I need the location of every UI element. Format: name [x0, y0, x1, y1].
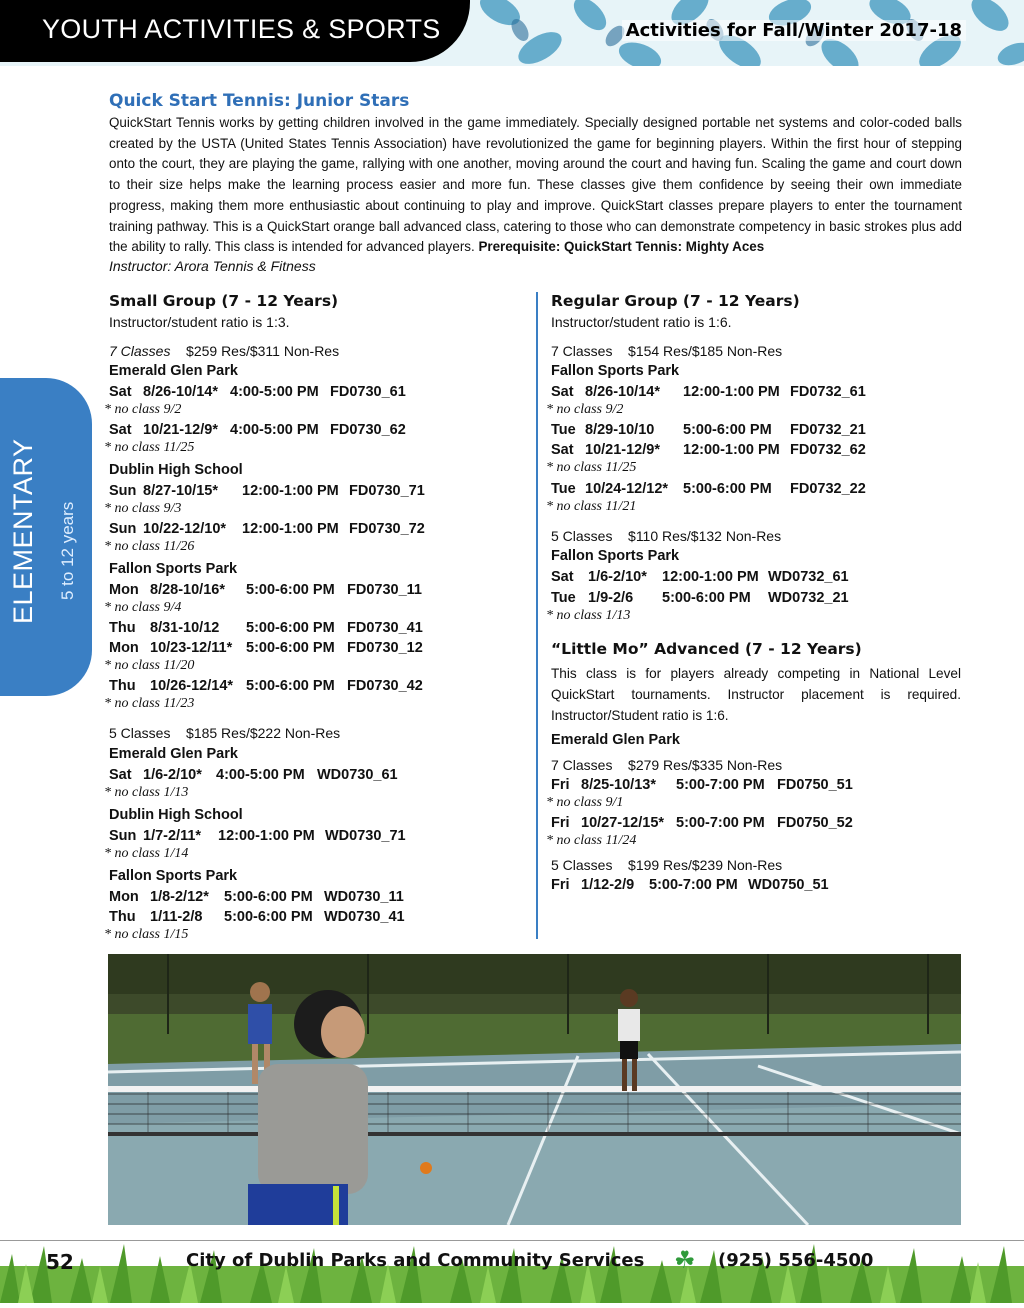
location-heading: Fallon Sports Park: [551, 548, 680, 564]
location-heading: Fallon Sports Park: [109, 868, 238, 884]
location-heading: Emerald Glen Park: [551, 732, 680, 748]
no-class-note: * no class 11/25: [104, 440, 195, 455]
no-class-note: * no class 11/26: [104, 539, 195, 554]
no-class-note: * no class 9/3: [104, 501, 182, 516]
little-mo-fee-1: 7 Classes $279 Res/$335 Non-Res: [551, 757, 783, 773]
program-title: Quick Start Tennis: Junior Stars: [109, 91, 410, 111]
shamrock-icon: ☘: [674, 1247, 696, 1274]
no-class-note: * no class 9/4: [104, 600, 182, 615]
column-divider: [536, 292, 538, 939]
page-header: [0, 0, 1024, 66]
footer-rule: [0, 1240, 1024, 1241]
small-group-heading: Small Group (7 - 12 Years): [109, 292, 339, 310]
no-class-note: * no class 11/24: [546, 833, 637, 848]
regular-group-fee-2: 5 Classes $110 Res/$132 Non-Res: [551, 528, 782, 544]
section-title: YOUTH ACTIVITIES & SPORTS: [42, 14, 441, 44]
prerequisite: Prerequisite: QuickStart Tennis: Mighty Aces: [478, 239, 765, 255]
program-description: QuickStart Tennis works by getting children involved in the game immediately. Specially designed portable net systems and color-coded balls created by the USTA (United States Tennis Association) have revolutionized the game for beginning players. Within the first hour of stepping onto the court, they are playing the game, rallying with one another, moving around the court and having fun. Scaling the game and court down to their size helps make the learning process easier and more fun. These classes give them confidence by seeing their own immediate progress, making them more enthusiastic about continuing to play and improve. QuickStart classes prepare players to enter the tournament training pathway. This is a QuickStart orange ball advanced class, catering to those who can demonstrate competency in basic strokes plus add the ability to rally. This class is intended for advanced players. Prerequisite: QuickStart Tennis: Mighty Aces: [109, 115, 962, 255]
footer-organization: City of Dublin Parks and Community Services: [186, 1250, 645, 1271]
no-class-note: * no class 11/25: [546, 460, 637, 475]
regular-group-ratio: Instructor/student ratio is 1:6.: [551, 314, 732, 330]
no-class-note: * no class 9/2: [104, 402, 182, 417]
no-class-note: * no class 9/2: [546, 402, 624, 417]
footer-phone: (925) 556-4500: [718, 1250, 874, 1271]
age-group-range: 5 to 12 years: [58, 501, 77, 600]
instructor: Instructor: Arora Tennis & Fitness: [109, 258, 316, 274]
location-heading: Fallon Sports Park: [551, 363, 680, 379]
small-group-ratio: Instructor/student ratio is 1:3.: [109, 314, 290, 330]
page-number: 52: [46, 1250, 74, 1274]
no-class-note: * no class 1/14: [104, 846, 189, 861]
season-label: Activities for Fall/Winter 2017-18: [622, 20, 966, 41]
little-mo-description: This class is for players already competing in National Level QuickStart tournaments. Instructor placement is required. Instructor/Student ratio is 1:6.: [551, 666, 961, 723]
location-heading: Dublin High School: [109, 462, 243, 478]
little-mo-heading: “Little Mo” Advanced (7 - 12 Years): [551, 640, 862, 658]
no-class-note: * no class 11/20: [104, 658, 195, 673]
regular-group-heading: Regular Group (7 - 12 Years): [551, 292, 800, 310]
no-class-note: * no class 1/15: [104, 927, 189, 942]
no-class-note: * no class 1/13: [546, 608, 631, 623]
regular-group-fee-1: 7 Classes $154 Res/$185 Non-Res: [551, 343, 783, 359]
location-heading: Emerald Glen Park: [109, 363, 238, 379]
no-class-note: * no class 11/23: [104, 696, 195, 711]
no-class-note: * no class 9/1: [546, 795, 624, 810]
no-class-note: * no class 1/13: [104, 785, 189, 800]
small-group-fee-1: 7 Classes $259 Res/$311 Non-Res: [109, 343, 340, 359]
location-heading: Dublin High School: [109, 807, 243, 823]
small-group-fee-2: 5 Classes $185 Res/$222 Non-Res: [109, 725, 341, 741]
little-mo-fee-2: 5 Classes $199 Res/$239 Non-Res: [551, 857, 783, 873]
location-heading: Emerald Glen Park: [109, 746, 238, 762]
tennis-photo: [108, 954, 961, 1225]
location-heading: Fallon Sports Park: [109, 561, 238, 577]
age-group-label: ELEMENTARY: [8, 438, 38, 624]
no-class-note: * no class 11/21: [546, 499, 637, 514]
